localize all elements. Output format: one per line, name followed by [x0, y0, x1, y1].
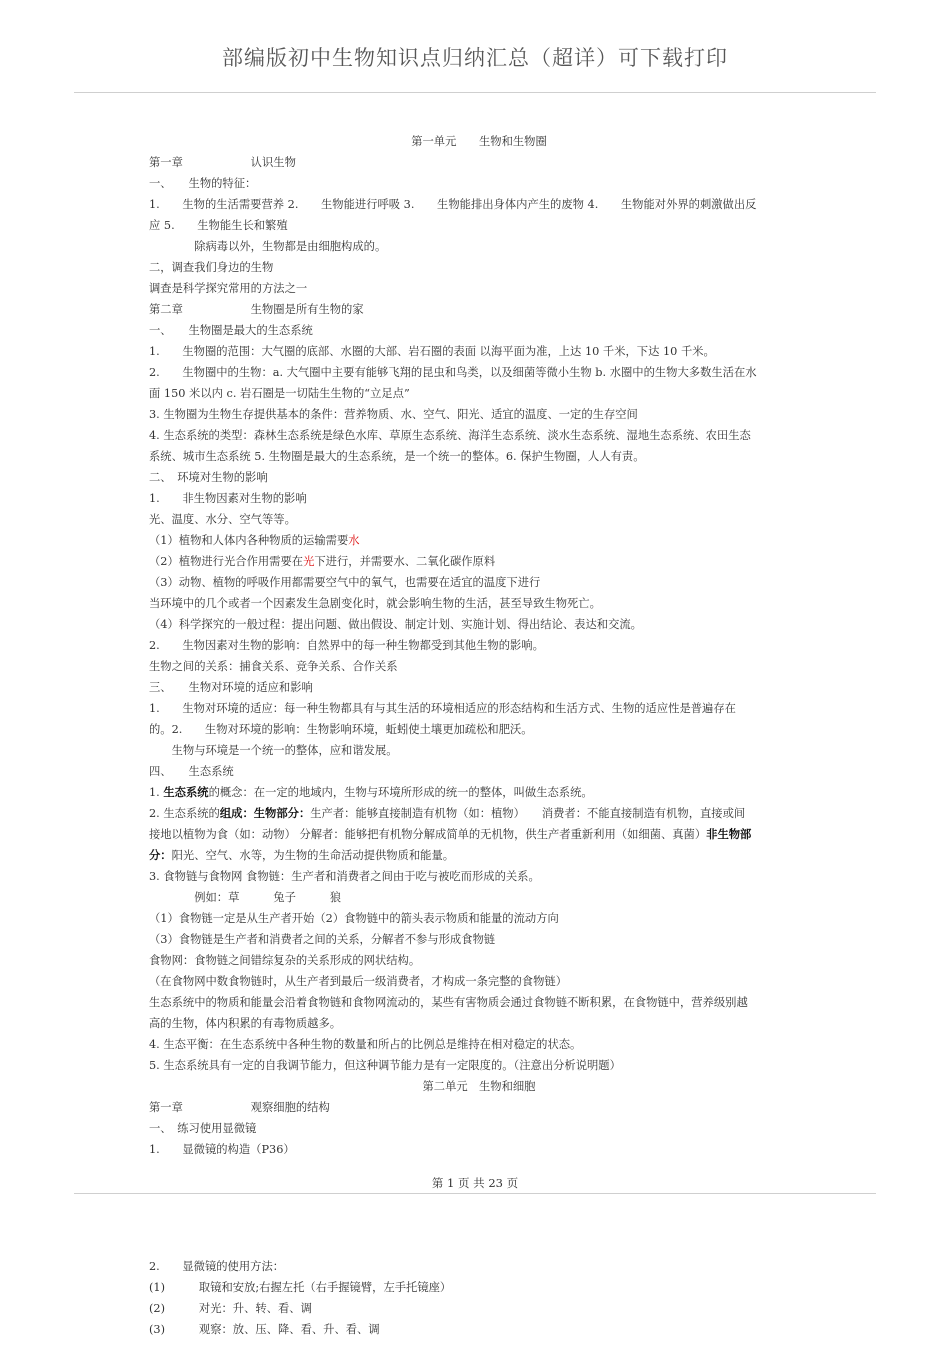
- text-line: [149, 236, 809, 257]
- text-line: [149, 320, 809, 341]
- text-line: [149, 173, 809, 194]
- line-text: (2) 对光：升、转、看、调: [149, 1302, 312, 1315]
- text-line: [149, 509, 809, 530]
- line-text: 三、 生物对环境的适应和影响: [149, 681, 313, 694]
- line-text: 高的生物，体内积累的有毒物质越多。: [149, 1017, 342, 1030]
- line-text: 除病毒以外，生物都是由细胞构成的。: [149, 240, 387, 253]
- line-text: 1. 生物对环境的适应：每一种生物都具有与其生活的环境相适应的形态结构和生活方式、生物的适应性是普遍存在: [149, 702, 736, 715]
- line-text: （1）食物链一定是从生产者开始（2）食物链中的箭头表示物质和能量的流动方向: [149, 912, 559, 925]
- text-line: [149, 761, 809, 782]
- line-text: 2. 生物因素对生物的影响：自然界中的每一种生物都受到其他生物的影响。: [149, 639, 544, 652]
- line-text: 第二章 生物圈是所有生物的家: [149, 303, 364, 316]
- title-divider: [74, 92, 876, 93]
- line-text: 生物与环境是一个统一的整体，应和谐发展。: [149, 744, 398, 757]
- text-line: [149, 362, 809, 383]
- line-text: (3) 观察：放、压、降、看、升、看、调: [149, 1323, 380, 1336]
- text-line: [149, 656, 809, 677]
- text-line: [149, 719, 809, 740]
- line-text: 四、 生态系统: [149, 765, 234, 778]
- text-line: [149, 572, 809, 593]
- line-text: （在食物网中数食物链时，从生产者到最后一级消费者，才构成一条完整的食物链）: [149, 975, 567, 988]
- highlight-text: 光: [303, 555, 315, 568]
- line-text: 一、 生物圈是最大的生态系统: [149, 324, 313, 337]
- text-line: [149, 614, 809, 635]
- text-line: [149, 131, 809, 152]
- line-text: 1.: [149, 786, 164, 799]
- text-line: [149, 1097, 809, 1118]
- text-line: [149, 887, 809, 908]
- document-title: 部编版初中生物知识点归纳汇总（超详）可下载打印: [222, 46, 728, 70]
- line-text: （1）植物和人体内各种物质的运输需要: [149, 534, 349, 547]
- line-text: （3）食物链是生产者和消费者之间的关系，分解者不参与形成食物链: [149, 933, 496, 946]
- line-text: 1. 生物圈的范围：大气圈的底部、水圈的大部、岩石圈的表面 以海平面为准，上达 10 千米，下达 10 千米。: [149, 345, 715, 358]
- bold-term: 生态系统: [163, 785, 209, 799]
- line-text: 的。2. 生物对环境的影响：生物影响环境，蚯蚓使土壤更加疏松和肥沃。: [149, 723, 533, 736]
- text-line: [149, 257, 809, 278]
- line-text: 3. 生物圈为生物生存提供基本的条件：营养物质、水、空气、阳光、适宜的温度、一定的生存空间: [149, 408, 638, 421]
- bold-term: 组成：生物部分：: [219, 806, 311, 820]
- line-text: 1. 显微镜的构造（P36）: [149, 1143, 295, 1156]
- text-line: [149, 1013, 809, 1034]
- line-text: （3）动物、植物的呼吸作用都需要空气中的氧气，也需要在适宜的温度下进行: [149, 576, 541, 589]
- line-text: 3. 食物链与食物网 食物链：生产者和消费者之间由于吃与被吃而形成的关系。: [149, 870, 540, 883]
- page-footer: 第 1 页 共 23 页: [431, 1176, 519, 1190]
- line-text: 应 5. 生物能生长和繁殖: [149, 219, 288, 232]
- text-line: [149, 446, 809, 467]
- line-text: 食物网：食物链之间错综复杂的关系形成的网状结构。: [149, 954, 421, 967]
- line-text-cont: 的概念：在一定的地域内，生物与环境所形成的统一的整体，叫做生态系统。: [208, 786, 593, 799]
- text-line: [149, 383, 809, 404]
- text-line: [149, 1076, 809, 1097]
- line-text: 第二单元 生物和细胞: [422, 1080, 536, 1093]
- text-line: [149, 698, 809, 719]
- text-line: [149, 950, 809, 971]
- line-text: 一、 练习使用显微镜: [149, 1122, 257, 1135]
- text-line: [149, 1298, 809, 1319]
- bold-term: 分：: [149, 848, 172, 862]
- line-text-cont: 下进行，并需要水、二氧化碳作原料: [314, 555, 496, 568]
- line-text: （4）科学探究的一般过程：提出问题、做出假设、制定计划、实施计划、得出结论、表达和交流。: [149, 618, 642, 631]
- text-line: [149, 845, 809, 866]
- line-text-cont: 阳光、空气、水等，为生物的生命活动提供物质和能量。: [171, 849, 455, 862]
- text-line: [149, 593, 809, 614]
- line-text: 调查是科学探究常用的方法之一: [149, 282, 308, 295]
- text-line: [149, 194, 809, 215]
- page-1-body: [149, 131, 809, 1160]
- text-line: [149, 425, 809, 446]
- text-line: [149, 278, 809, 299]
- text-line: [149, 1055, 809, 1076]
- line-text: 第一章 观察细胞的结构: [149, 1101, 330, 1114]
- line-text: （2）植物进行光合作用需要在: [149, 555, 304, 568]
- line-text: 一、 生物的特征：: [149, 177, 257, 190]
- text-line: [149, 908, 809, 929]
- text-line: [149, 1277, 809, 1298]
- text-line: [149, 404, 809, 425]
- page-divider: [74, 1193, 876, 1194]
- text-line: [149, 551, 809, 572]
- line-text: 当环境中的几个或者一个因素发生急剧变化时，就会影响生物的生活，甚至导致生物死亡。: [149, 597, 601, 610]
- line-text: 系统、城市生态系统 5. 生物圈是最大的生态系统，是一个统一的整体。6. 保护生物圈，人人有责。: [149, 450, 645, 463]
- page-2-body: [149, 1256, 809, 1340]
- text-line: [149, 1256, 809, 1277]
- text-line: [149, 929, 809, 950]
- text-line: [149, 1319, 809, 1340]
- text-line: [149, 803, 809, 824]
- text-line: [149, 971, 809, 992]
- text-line: [149, 488, 809, 509]
- highlight-text: 水: [348, 534, 360, 547]
- line-text: 第一章 认识生物: [149, 156, 296, 169]
- line-text: 生物之间的关系：捕食关系、竞争关系、合作关系: [149, 660, 398, 673]
- line-text: 光、温度、水分、空气等等。: [149, 513, 296, 526]
- text-line: [149, 1118, 809, 1139]
- text-line: [149, 740, 809, 761]
- text-line: [149, 635, 809, 656]
- text-line: [149, 824, 809, 845]
- line-text: 5. 生态系统具有一定的自我调节能力，但这种调节能力是有一定限度的。（注意出分析说明题）: [149, 1059, 621, 1072]
- line-text: 第一单元 生物和生物圈: [411, 135, 547, 148]
- text-line: [149, 782, 809, 803]
- line-text: 生态系统中的物质和能量会沿着食物链和食物网流动的，某些有害物质会通过食物链不断积累，在食物链中，营养级别越: [149, 996, 748, 1009]
- text-line: [149, 152, 809, 173]
- text-line: [149, 992, 809, 1013]
- line-text: 2. 生态系统的: [149, 807, 220, 820]
- text-line: [149, 1034, 809, 1055]
- line-text: 4. 生态平衡：在生态系统中各种生物的数量和所占的比例总是维持在相对稳定的状态。: [149, 1038, 582, 1051]
- line-text: 接地以植物为食（如：动物） 分解者：能够把有机物分解成简单的无机物，供生产者重新利用（如细菌、真菌）: [149, 828, 707, 841]
- line-text: 面 150 米以内 c. 岩石圈是一切陆生生物的“立足点”: [149, 387, 410, 400]
- line-text: 1. 生物的生活需要营养 2. 生物能进行呼吸 3. 生物能排出身体内产生的废物 4. 生物能对外界的刺激做出反: [149, 198, 757, 211]
- text-line: [149, 866, 809, 887]
- line-text: 二、 环境对生物的影响: [149, 471, 268, 484]
- line-text: 2. 显微镜的使用方法：: [149, 1260, 285, 1273]
- text-line: [149, 1139, 809, 1160]
- line-text: 例如：草 兔子 狼: [149, 891, 342, 904]
- text-line: [149, 341, 809, 362]
- bold-term: 非生物部: [706, 827, 752, 841]
- line-text: 4. 生态系统的类型：森林生态系统是绿色水库、草原生态系统、海洋生态系统、淡水生态系统、湿地生态系统、农田生态: [149, 429, 751, 442]
- text-line: [149, 299, 809, 320]
- text-line: [149, 677, 809, 698]
- text-line: [149, 530, 809, 551]
- line-text: 二，调查我们身边的生物: [149, 261, 274, 274]
- line-text-cont: 生产者：能够直接制造有机物（如：植物） 消费者：不能直接制造有机物，直接或间: [310, 807, 746, 820]
- line-text: 2. 生物圈中的生物：a. 大气圈中主要有能够飞翔的昆虫和鸟类，以及细菌等微小生物 b. 水圈中的生物大多数生活在水: [149, 366, 757, 379]
- line-text: 1. 非生物因素对生物的影响: [149, 492, 307, 505]
- text-line: [149, 215, 809, 236]
- line-text: (1) 取镜和安放;右握左托（右手握镜臂，左手托镜座）: [149, 1281, 452, 1294]
- text-line: [149, 467, 809, 488]
